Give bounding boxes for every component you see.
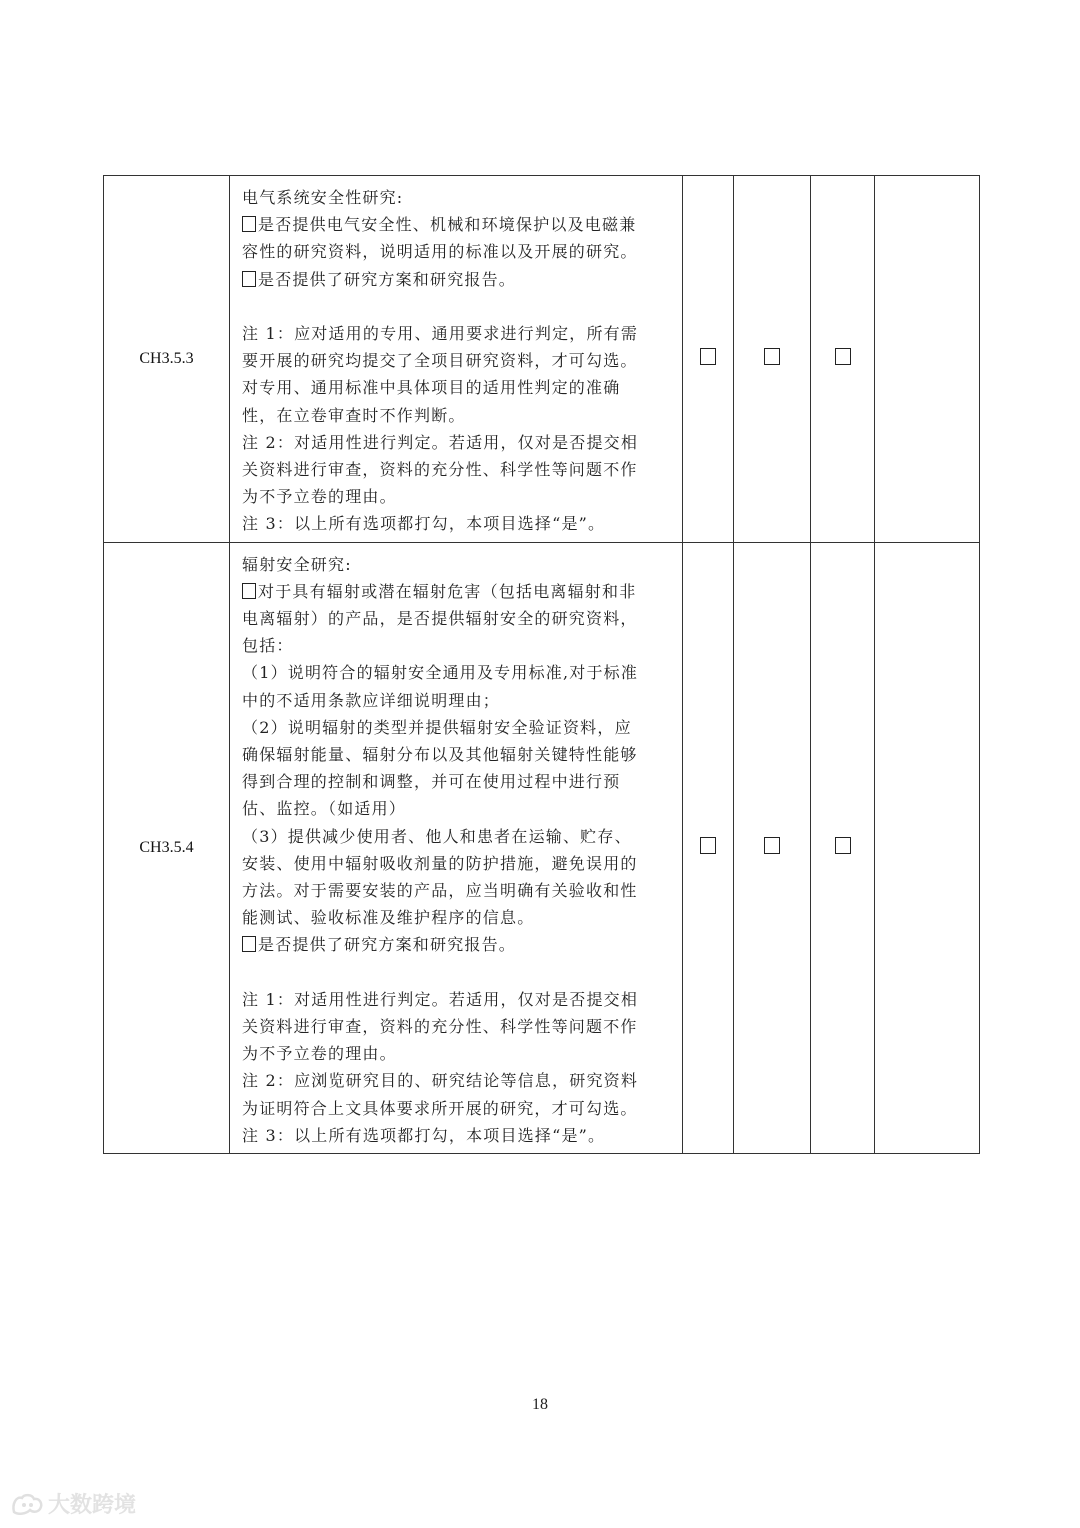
requirement-line (242, 510, 672, 537)
requirement-line (242, 823, 672, 850)
requirement-line (242, 877, 672, 904)
not-applicable-checkbox[interactable] (835, 837, 851, 854)
requirement-text: 是否提供了研究方案和研究报告。 (258, 935, 517, 955)
remarks-cell (875, 176, 980, 543)
requirement-line (242, 184, 672, 211)
requirement-text: （2）说明辐射的类型并提供辐射安全验证资料，应 (242, 717, 632, 737)
requirement-line (242, 1095, 672, 1122)
requirement-line (242, 741, 672, 768)
requirement-checkbox[interactable] (242, 271, 256, 287)
requirement-text: 注 3：以上所有选项都打勾，本项目选择“是”。 (242, 514, 606, 534)
requirement-text: 包括： (242, 636, 294, 656)
checklist-row (104, 176, 980, 543)
requirement-text: （1）说明符合的辐射安全通用及专用标准,对于标准 (242, 663, 639, 683)
requirement-text: 是否提供电气安全性、机械和环境保护以及电磁兼 (258, 215, 637, 235)
requirement-line (242, 483, 672, 510)
requirement-line (242, 904, 672, 931)
watermark-text: 大数跨境 (48, 1493, 137, 1518)
requirement-text: 为不予立卷的理由。 (242, 487, 397, 507)
requirement-text: 性，在立卷审查时不作判断。 (242, 405, 466, 425)
checklist-row (104, 542, 980, 1153)
remarks-cell (875, 542, 980, 1153)
no-checkbox[interactable] (764, 837, 780, 854)
requirement-text: 对于具有辐射或潜在辐射危害（包括电离辐射和非 (258, 581, 637, 601)
requirement-text: 电离辐射）的产品，是否提供辐射安全的研究资料， (242, 609, 638, 629)
requirement-text: 能测试、验收标准及维护程序的信息。 (242, 908, 535, 928)
requirement-line (242, 931, 672, 958)
requirement-text: 对专用、通用标准中具体项目的适用性判定的准确 (242, 378, 621, 398)
requirement-text: 注 3：以上所有选项都打勾，本项目选择“是”。 (242, 1125, 606, 1145)
requirement-text: 关资料进行审查，资料的充分性、科学性等问题不作 (242, 1017, 638, 1037)
requirement-line (242, 374, 672, 401)
page-number: 18 (532, 1396, 548, 1413)
requirement-text: 是否提供了研究方案和研究报告。 (258, 269, 517, 289)
requirement-line (242, 238, 672, 265)
requirement-text: 容性的研究资料，说明适用的标准以及开展的研究。 (242, 242, 638, 262)
yes-cell (683, 542, 734, 1153)
requirement-line (242, 795, 672, 822)
requirement-text: 注 1：应对适用的专用、通用要求进行判定，所有需 (242, 324, 639, 343)
requirement-text: 辐射安全研究: (242, 554, 352, 574)
requirement-text: 中的不适用条款应详细说明理由； (242, 690, 501, 710)
requirement-line (242, 959, 672, 986)
not-applicable-cell (811, 176, 875, 543)
requirement-checkbox[interactable] (242, 583, 256, 599)
item-requirements (230, 176, 683, 543)
requirement-line (242, 551, 672, 578)
yes-checkbox[interactable] (700, 348, 716, 365)
requirement-text: 为不予立卷的理由。 (242, 1044, 397, 1064)
no-checkbox[interactable] (764, 348, 780, 365)
requirement-text: 注 2：应浏览研究目的、研究结论等信息，研究资料 (242, 1071, 639, 1091)
requirement-text: 注 1：对适用性进行判定。若适用，仅对是否提交相 (242, 989, 639, 1009)
requirement-text: 要开展的研究均提交了全项目研究资料，才可勾选。 (242, 351, 638, 371)
requirement-line (242, 578, 672, 605)
item-code: CH3.5.3 (104, 176, 230, 543)
requirement-line (242, 456, 672, 483)
item-code: CH3.5.4 (104, 542, 230, 1153)
requirement-line (242, 347, 672, 374)
requirement-line (242, 320, 672, 347)
requirement-checkbox[interactable] (242, 216, 256, 232)
requirement-text: 安装、使用中辐射吸收剂量的防护措施，避免误用的 (242, 853, 638, 873)
yes-checkbox[interactable] (700, 837, 716, 854)
requirement-line (242, 1122, 672, 1149)
requirement-line (242, 632, 672, 659)
requirement-line (242, 986, 672, 1013)
requirement-line (242, 429, 672, 456)
requirement-line (242, 605, 672, 632)
not-applicable-cell (811, 542, 875, 1153)
yes-cell (683, 176, 734, 543)
watermark-logo-icon (10, 1492, 44, 1516)
requirement-text: 为证明符合上文具体要求所开展的研究，才可勾选。 (242, 1098, 638, 1118)
requirement-line (242, 768, 672, 795)
requirement-text: 得到合理的控制和调整，并可在使用过程中进行预 (242, 772, 621, 792)
requirement-line (242, 714, 672, 741)
requirement-line (242, 687, 672, 714)
no-cell (734, 176, 811, 543)
requirement-line (242, 1067, 672, 1094)
requirement-text: 电气系统安全性研究: (242, 188, 404, 207)
requirement-line (242, 211, 672, 238)
requirement-text: 确保辐射能量、辐射分布以及其他辐射关键特性能够 (242, 745, 638, 765)
requirement-checkbox[interactable] (242, 936, 256, 952)
requirement-line (242, 402, 672, 429)
requirement-text: （3）提供减少使用者、他人和患者在运输、贮存、 (242, 826, 632, 846)
requirement-text: 注 2：对适用性进行判定。若适用，仅对是否提交相 (242, 432, 639, 452)
item-requirements (230, 542, 683, 1153)
requirement-text: 方法。对于需要安装的产品，应当明确有关验收和性 (242, 881, 638, 901)
checklist-table (103, 175, 980, 1154)
not-applicable-checkbox[interactable] (835, 348, 851, 365)
watermark (10, 1488, 136, 1519)
requirement-text: 估、监控。（如适用） (242, 799, 407, 819)
requirement-line (242, 1013, 672, 1040)
requirement-line (242, 266, 672, 293)
requirement-line (242, 659, 672, 686)
requirement-line (242, 850, 672, 877)
no-cell (734, 542, 811, 1153)
requirement-line (242, 1040, 672, 1067)
requirement-text: 关资料进行审查，资料的充分性、科学性等问题不作 (242, 460, 638, 480)
requirement-line (242, 293, 672, 320)
